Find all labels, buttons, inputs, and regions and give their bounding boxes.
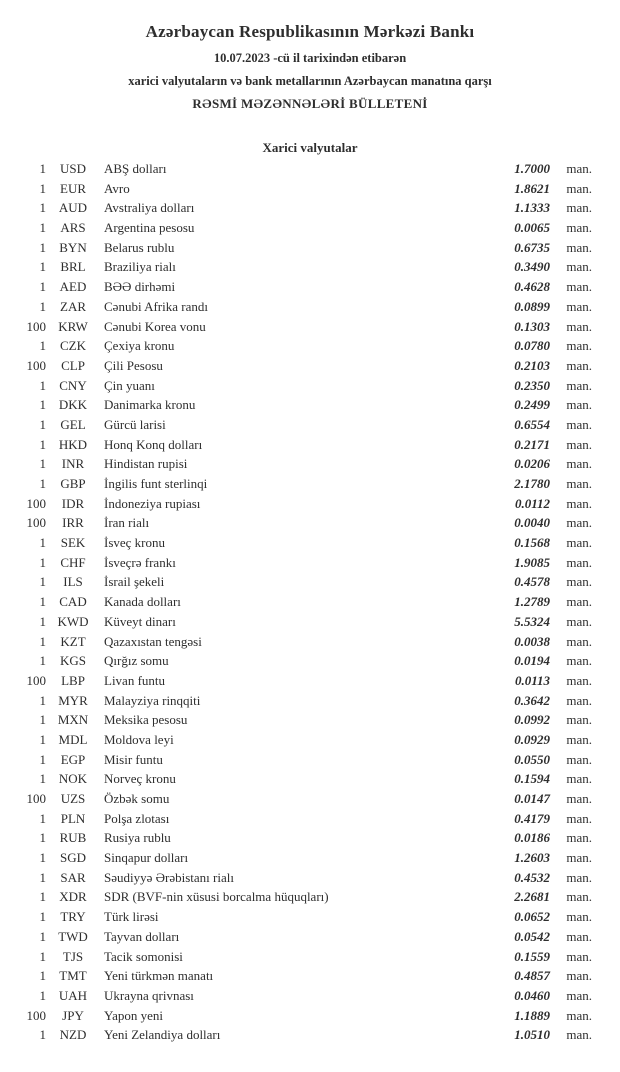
document-header xyxy=(0,22,620,112)
currency-quantity: 100 xyxy=(26,1007,46,1023)
currency-quantity: 100 xyxy=(26,515,46,531)
table-row xyxy=(0,732,620,752)
currency-quantity: 1 xyxy=(39,928,46,944)
rate-value: 0.0112 xyxy=(514,495,550,511)
currency-code: CLP xyxy=(61,357,85,373)
table-row xyxy=(0,200,620,220)
rate-value: 0.0194 xyxy=(514,653,550,669)
rate-value: 0.4578 xyxy=(514,574,550,590)
unit-label: man. xyxy=(566,928,592,944)
table-row xyxy=(0,220,620,240)
table-row xyxy=(0,397,620,417)
unit-label: man. xyxy=(566,200,592,216)
rate-value: 0.0992 xyxy=(514,712,550,728)
table-row xyxy=(0,181,620,201)
currency-quantity: 1 xyxy=(39,633,46,649)
currency-code: SAR xyxy=(60,869,86,885)
table-row xyxy=(0,594,620,614)
currency-code: ZAR xyxy=(60,298,86,314)
currency-quantity: 1 xyxy=(39,535,46,551)
table-row xyxy=(0,929,620,949)
currency-quantity: 1 xyxy=(39,239,46,255)
rate-value: 0.0550 xyxy=(514,751,550,767)
table-row xyxy=(0,496,620,516)
currency-name: Belarus rublu xyxy=(104,239,175,255)
currency-quantity: 1 xyxy=(39,771,46,787)
currency-name: Türk lirəsi xyxy=(104,909,159,925)
unit-label: man. xyxy=(566,909,592,925)
currency-code: KZT xyxy=(60,633,86,649)
currency-name: Polşa zlotası xyxy=(104,810,170,826)
currency-name: Avstraliya dolları xyxy=(104,200,195,216)
currency-code: EUR xyxy=(60,180,86,196)
rate-value: 0.4179 xyxy=(514,810,550,826)
table-row xyxy=(0,299,620,319)
unit-label: man. xyxy=(566,692,592,708)
unit-label: man. xyxy=(566,456,592,472)
rate-value: 0.2103 xyxy=(514,357,550,373)
rate-value: 1.0510 xyxy=(514,1027,550,1043)
rate-value: 0.0113 xyxy=(514,672,550,688)
currency-quantity: 100 xyxy=(26,672,46,688)
currency-code: IDR xyxy=(61,495,85,511)
currency-name: Qazaxıstan tengəsi xyxy=(104,633,202,649)
currency-code: UZS xyxy=(60,791,86,806)
currency-code: MXN xyxy=(57,712,89,728)
currency-quantity: 1 xyxy=(39,987,46,1003)
currency-name: Çexiya kronu xyxy=(104,338,175,354)
currency-quantity: 1 xyxy=(39,869,46,885)
currency-code: TRY xyxy=(60,909,86,925)
section-title-foreign-currencies: Xarici valyutalar xyxy=(262,140,358,155)
currency-name: İngilis funt sterlinqi xyxy=(104,476,208,491)
rate-value: 0.3490 xyxy=(514,259,550,275)
unit-label: man. xyxy=(566,948,592,964)
currency-code: IRR xyxy=(62,515,84,531)
rate-value: 1.1889 xyxy=(514,1007,550,1023)
unit-label: man. xyxy=(566,318,592,334)
table-row xyxy=(0,850,620,870)
table-row xyxy=(0,988,620,1008)
currency-name: Cənubi Afrika randı xyxy=(104,298,208,314)
currency-name: Rusiya rublu xyxy=(104,830,171,846)
currency-name: İsveç kronu xyxy=(104,535,166,551)
currency-name: SDR (BVF-nin xüsusi borcalma hüquqları) xyxy=(104,889,329,905)
currency-name: Norveç kronu xyxy=(104,771,176,787)
table-row xyxy=(0,476,620,496)
currency-name: İndoneziya rupiası xyxy=(104,495,201,511)
unit-label: man. xyxy=(566,850,592,866)
currency-code: USD xyxy=(59,161,86,176)
currency-name: Çili Pesosu xyxy=(104,357,163,373)
rate-value: 0.2499 xyxy=(514,397,550,413)
rate-value: 0.1303 xyxy=(514,318,550,334)
currency-quantity: 1 xyxy=(39,298,46,314)
currency-code: CHF xyxy=(60,554,86,570)
unit-label: man. xyxy=(566,889,592,905)
rate-value: 0.2350 xyxy=(514,377,550,393)
currency-code: LBP xyxy=(61,672,85,688)
unit-label: man. xyxy=(566,810,592,826)
unit-label: man. xyxy=(566,279,592,295)
currency-name: Səudiyyə Ərəbistanı rialı xyxy=(104,869,234,885)
rate-value: 2.2681 xyxy=(514,889,550,905)
unit-label: man. xyxy=(566,535,592,551)
rate-value: 1.8621 xyxy=(514,180,550,196)
unit-label: man. xyxy=(566,298,592,314)
currency-code: NOK xyxy=(58,771,88,787)
table-row xyxy=(0,1027,620,1047)
currency-name: Meksika pesosu xyxy=(104,712,188,728)
currency-quantity: 1 xyxy=(39,1027,46,1043)
currency-code: BYN xyxy=(59,239,87,255)
currency-quantity: 1 xyxy=(39,889,46,905)
unit-label: man. xyxy=(566,397,592,413)
rate-value: 0.1594 xyxy=(514,771,550,787)
currency-quantity: 1 xyxy=(39,259,46,275)
currency-quantity: 1 xyxy=(39,692,46,708)
currency-name: Cənubi Korea vonu xyxy=(104,318,206,334)
currency-code: GEL xyxy=(60,416,86,432)
table-row xyxy=(0,555,620,575)
table-row xyxy=(0,909,620,929)
currency-name: Ukrayna qrivnası xyxy=(104,987,194,1003)
unit-label: man. xyxy=(566,239,592,255)
currency-quantity: 100 xyxy=(26,318,46,334)
currency-code: MDL xyxy=(58,731,88,747)
currency-quantity: 1 xyxy=(39,180,46,196)
table-row xyxy=(0,574,620,594)
currency-code: SGD xyxy=(59,850,86,866)
rate-value: 0.0929 xyxy=(514,731,550,747)
unit-label: man. xyxy=(566,259,592,275)
rate-value: 2.1780 xyxy=(514,476,550,491)
rate-value: 0.6554 xyxy=(514,416,550,432)
unit-label: man. xyxy=(566,613,592,629)
currency-quantity: 1 xyxy=(39,200,46,216)
currency-name: Gürcü larisi xyxy=(104,416,166,432)
unit-label: man. xyxy=(566,653,592,669)
table-row xyxy=(0,791,620,811)
currency-quantity: 1 xyxy=(39,613,46,629)
effective-date-line: 10.07.2023 -cü il tarixindən etibarən xyxy=(213,51,407,65)
currency-name: Kanada dolları xyxy=(104,594,181,610)
table-row xyxy=(0,870,620,890)
rate-value: 1.2603 xyxy=(514,850,550,866)
table-row xyxy=(0,417,620,437)
currency-code: TJS xyxy=(62,948,84,964)
currency-name: ABŞ dolları xyxy=(104,161,167,176)
currency-code: CNY xyxy=(59,377,87,393)
currency-name: BƏƏ dirhəmi xyxy=(104,279,176,295)
rate-value: 0.4857 xyxy=(514,968,550,984)
currency-code: ILS xyxy=(63,574,83,590)
currency-code: TMT xyxy=(59,968,87,984)
table-row xyxy=(0,771,620,791)
currency-code: GBP xyxy=(60,476,86,491)
table-row xyxy=(0,614,620,634)
currency-quantity: 1 xyxy=(39,712,46,728)
currency-quantity: 1 xyxy=(39,161,46,176)
rate-value: 0.6735 xyxy=(514,239,550,255)
unit-label: man. xyxy=(566,495,592,511)
rate-value: 1.7000 xyxy=(514,161,550,176)
unit-label: man. xyxy=(566,968,592,984)
currency-code: UAH xyxy=(58,987,88,1003)
currency-code: DKK xyxy=(58,397,88,413)
currency-code: CZK xyxy=(60,338,86,354)
currency-name: Yeni türkmən manatı xyxy=(104,968,214,984)
rate-value: 5.5324 xyxy=(514,613,550,629)
currency-name: Honq Konq dolları xyxy=(104,436,203,452)
table-row xyxy=(0,653,620,673)
rate-value: 0.0542 xyxy=(514,928,550,944)
unit-label: man. xyxy=(566,161,592,176)
currency-code: INR xyxy=(61,456,85,472)
unit-label: man. xyxy=(566,712,592,728)
unit-label: man. xyxy=(566,554,592,570)
currency-quantity: 1 xyxy=(39,574,46,590)
rate-value: 0.2171 xyxy=(514,436,550,452)
rate-value: 1.1333 xyxy=(514,200,550,216)
unit-label: man. xyxy=(566,751,592,767)
rate-value: 0.0899 xyxy=(514,298,550,314)
unit-label: man. xyxy=(566,436,592,452)
currency-code: RUB xyxy=(59,830,87,846)
bulletin-title: RƏSMİ MƏZƏNNƏLƏRİ BÜLLETENİ xyxy=(192,96,428,111)
currency-quantity: 1 xyxy=(39,653,46,669)
rate-value: 0.0780 xyxy=(514,338,550,354)
currency-quantity: 1 xyxy=(39,968,46,984)
rate-value: 0.0065 xyxy=(514,220,550,236)
currency-code: KGS xyxy=(59,653,86,669)
currency-name: İran rialı xyxy=(104,515,150,531)
unit-label: man. xyxy=(566,594,592,610)
rate-value: 0.0652 xyxy=(514,909,550,925)
currency-code: TWD xyxy=(58,928,88,944)
rate-value: 0.4628 xyxy=(514,279,550,295)
currency-quantity: 1 xyxy=(39,476,46,491)
currency-quantity: 1 xyxy=(39,751,46,767)
currency-name: Malayziya rinqqiti xyxy=(104,692,201,708)
unit-label: man. xyxy=(566,633,592,649)
currency-name: Yeni Zelandiya dolları xyxy=(104,1027,221,1043)
currency-code: KWD xyxy=(57,613,89,629)
rate-value: 0.0460 xyxy=(514,987,550,1003)
unit-label: man. xyxy=(566,987,592,1003)
table-row xyxy=(0,634,620,654)
currency-code: MYR xyxy=(58,692,88,708)
currency-code: KRW xyxy=(58,318,88,334)
table-row xyxy=(0,437,620,457)
currency-name: Çin yuanı xyxy=(104,377,155,393)
currency-quantity: 1 xyxy=(39,456,46,472)
rate-value: 0.0147 xyxy=(514,791,550,806)
unit-label: man. xyxy=(566,771,592,787)
table-row xyxy=(0,830,620,850)
currency-name: Qırğız somu xyxy=(104,653,169,669)
table-row xyxy=(0,712,620,732)
table-row xyxy=(0,811,620,831)
currency-quantity: 1 xyxy=(39,416,46,432)
table-row xyxy=(0,535,620,555)
currency-name: Hindistan rupisi xyxy=(104,456,188,472)
unit-label: man. xyxy=(566,338,592,354)
table-row xyxy=(0,949,620,969)
table-row xyxy=(0,358,620,378)
subtitle-line: xarici valyutaların və bank metallarının Azərbaycan manatına qarşı xyxy=(128,74,492,88)
currency-name: İsveçrə frankı xyxy=(104,554,176,570)
unit-label: man. xyxy=(566,869,592,885)
unit-label: man. xyxy=(566,180,592,196)
table-row xyxy=(0,693,620,713)
currency-quantity: 1 xyxy=(39,220,46,236)
table-row xyxy=(0,378,620,398)
currency-name: Misir funtu xyxy=(104,751,163,767)
unit-label: man. xyxy=(566,672,592,688)
currency-name: Yapon yeni xyxy=(104,1007,163,1023)
currency-code: SEK xyxy=(60,535,86,551)
table-row xyxy=(0,968,620,988)
currency-name: İsrail şekeli xyxy=(104,574,165,590)
unit-label: man. xyxy=(566,377,592,393)
currency-name: Sinqapur dolları xyxy=(104,850,189,866)
unit-label: man. xyxy=(566,791,592,806)
table-row xyxy=(0,319,620,339)
rate-value: 1.2789 xyxy=(514,594,550,610)
table-row xyxy=(0,515,620,535)
currency-name: Argentina pesosu xyxy=(104,220,195,236)
rate-value: 1.9085 xyxy=(514,554,550,570)
unit-label: man. xyxy=(566,731,592,747)
currency-name: Tayvan dolları xyxy=(104,928,180,944)
currency-quantity: 1 xyxy=(39,594,46,610)
currency-quantity: 100 xyxy=(26,357,46,373)
unit-label: man. xyxy=(566,830,592,846)
currency-quantity: 1 xyxy=(39,731,46,747)
table-row xyxy=(0,673,620,693)
rate-value: 0.0206 xyxy=(514,456,550,472)
currency-quantity: 100 xyxy=(26,495,46,511)
unit-label: man. xyxy=(566,1007,592,1023)
unit-label: man. xyxy=(566,416,592,432)
unit-label: man. xyxy=(566,515,592,531)
currency-quantity: 1 xyxy=(39,397,46,413)
currency-name: Avro xyxy=(104,180,130,196)
rate-value: 0.0038 xyxy=(514,633,550,649)
rate-value: 0.3642 xyxy=(514,692,550,708)
currency-quantity: 1 xyxy=(39,948,46,964)
currency-quantity: 1 xyxy=(39,850,46,866)
currency-code: HKD xyxy=(58,436,88,452)
currency-quantity: 1 xyxy=(39,554,46,570)
table-row xyxy=(0,240,620,260)
currency-quantity: 1 xyxy=(39,279,46,295)
table-row xyxy=(0,338,620,358)
currency-code: EGP xyxy=(60,751,86,767)
rate-value: 0.0186 xyxy=(514,830,550,846)
currency-code: AED xyxy=(59,279,87,295)
currency-quantity: 1 xyxy=(39,377,46,393)
currency-name: Braziliya rialı xyxy=(104,259,176,275)
currency-quantity: 1 xyxy=(39,909,46,925)
currency-quantity: 1 xyxy=(39,810,46,826)
currency-name: Moldova leyi xyxy=(104,731,174,747)
table-row xyxy=(0,456,620,476)
currency-quantity: 1 xyxy=(39,830,46,846)
table-row xyxy=(0,889,620,909)
currency-name: Danimarka kronu xyxy=(104,397,196,413)
table-row xyxy=(0,752,620,772)
unit-label: man. xyxy=(566,1027,592,1043)
unit-label: man. xyxy=(566,574,592,590)
currency-code: JPY xyxy=(62,1007,84,1023)
currency-code: NZD xyxy=(59,1027,87,1043)
unit-label: man. xyxy=(566,357,592,373)
rate-value: 0.1568 xyxy=(514,535,550,551)
currency-code: AUD xyxy=(58,200,88,216)
currency-name: Özbək somu xyxy=(104,791,170,806)
rate-value: 0.1559 xyxy=(514,948,550,964)
table-row xyxy=(0,1008,620,1028)
currency-quantity: 100 xyxy=(26,791,46,806)
table-row xyxy=(0,259,620,279)
currency-name: Livan funtu xyxy=(104,672,166,688)
rate-value: 0.0040 xyxy=(514,515,550,531)
currency-code: PLN xyxy=(60,810,86,826)
currency-name: Tacik somonisi xyxy=(104,948,183,964)
exchange-rates-table xyxy=(0,161,620,1047)
table-row xyxy=(0,279,620,299)
unit-label: man. xyxy=(566,476,592,491)
currency-code: CAD xyxy=(59,594,87,610)
bank-name-title: Azərbaycan Respublikasının Mərkəzi Bankı xyxy=(145,22,475,41)
currency-name: Küveyt dinarı xyxy=(104,613,176,629)
currency-quantity: 1 xyxy=(39,436,46,452)
rate-value: 0.4532 xyxy=(514,869,550,885)
currency-code: BRL xyxy=(60,259,86,275)
table-row xyxy=(0,161,620,181)
unit-label: man. xyxy=(566,220,592,236)
currency-code: ARS xyxy=(60,220,86,236)
currency-code: XDR xyxy=(59,889,87,905)
currency-quantity: 1 xyxy=(39,338,46,354)
